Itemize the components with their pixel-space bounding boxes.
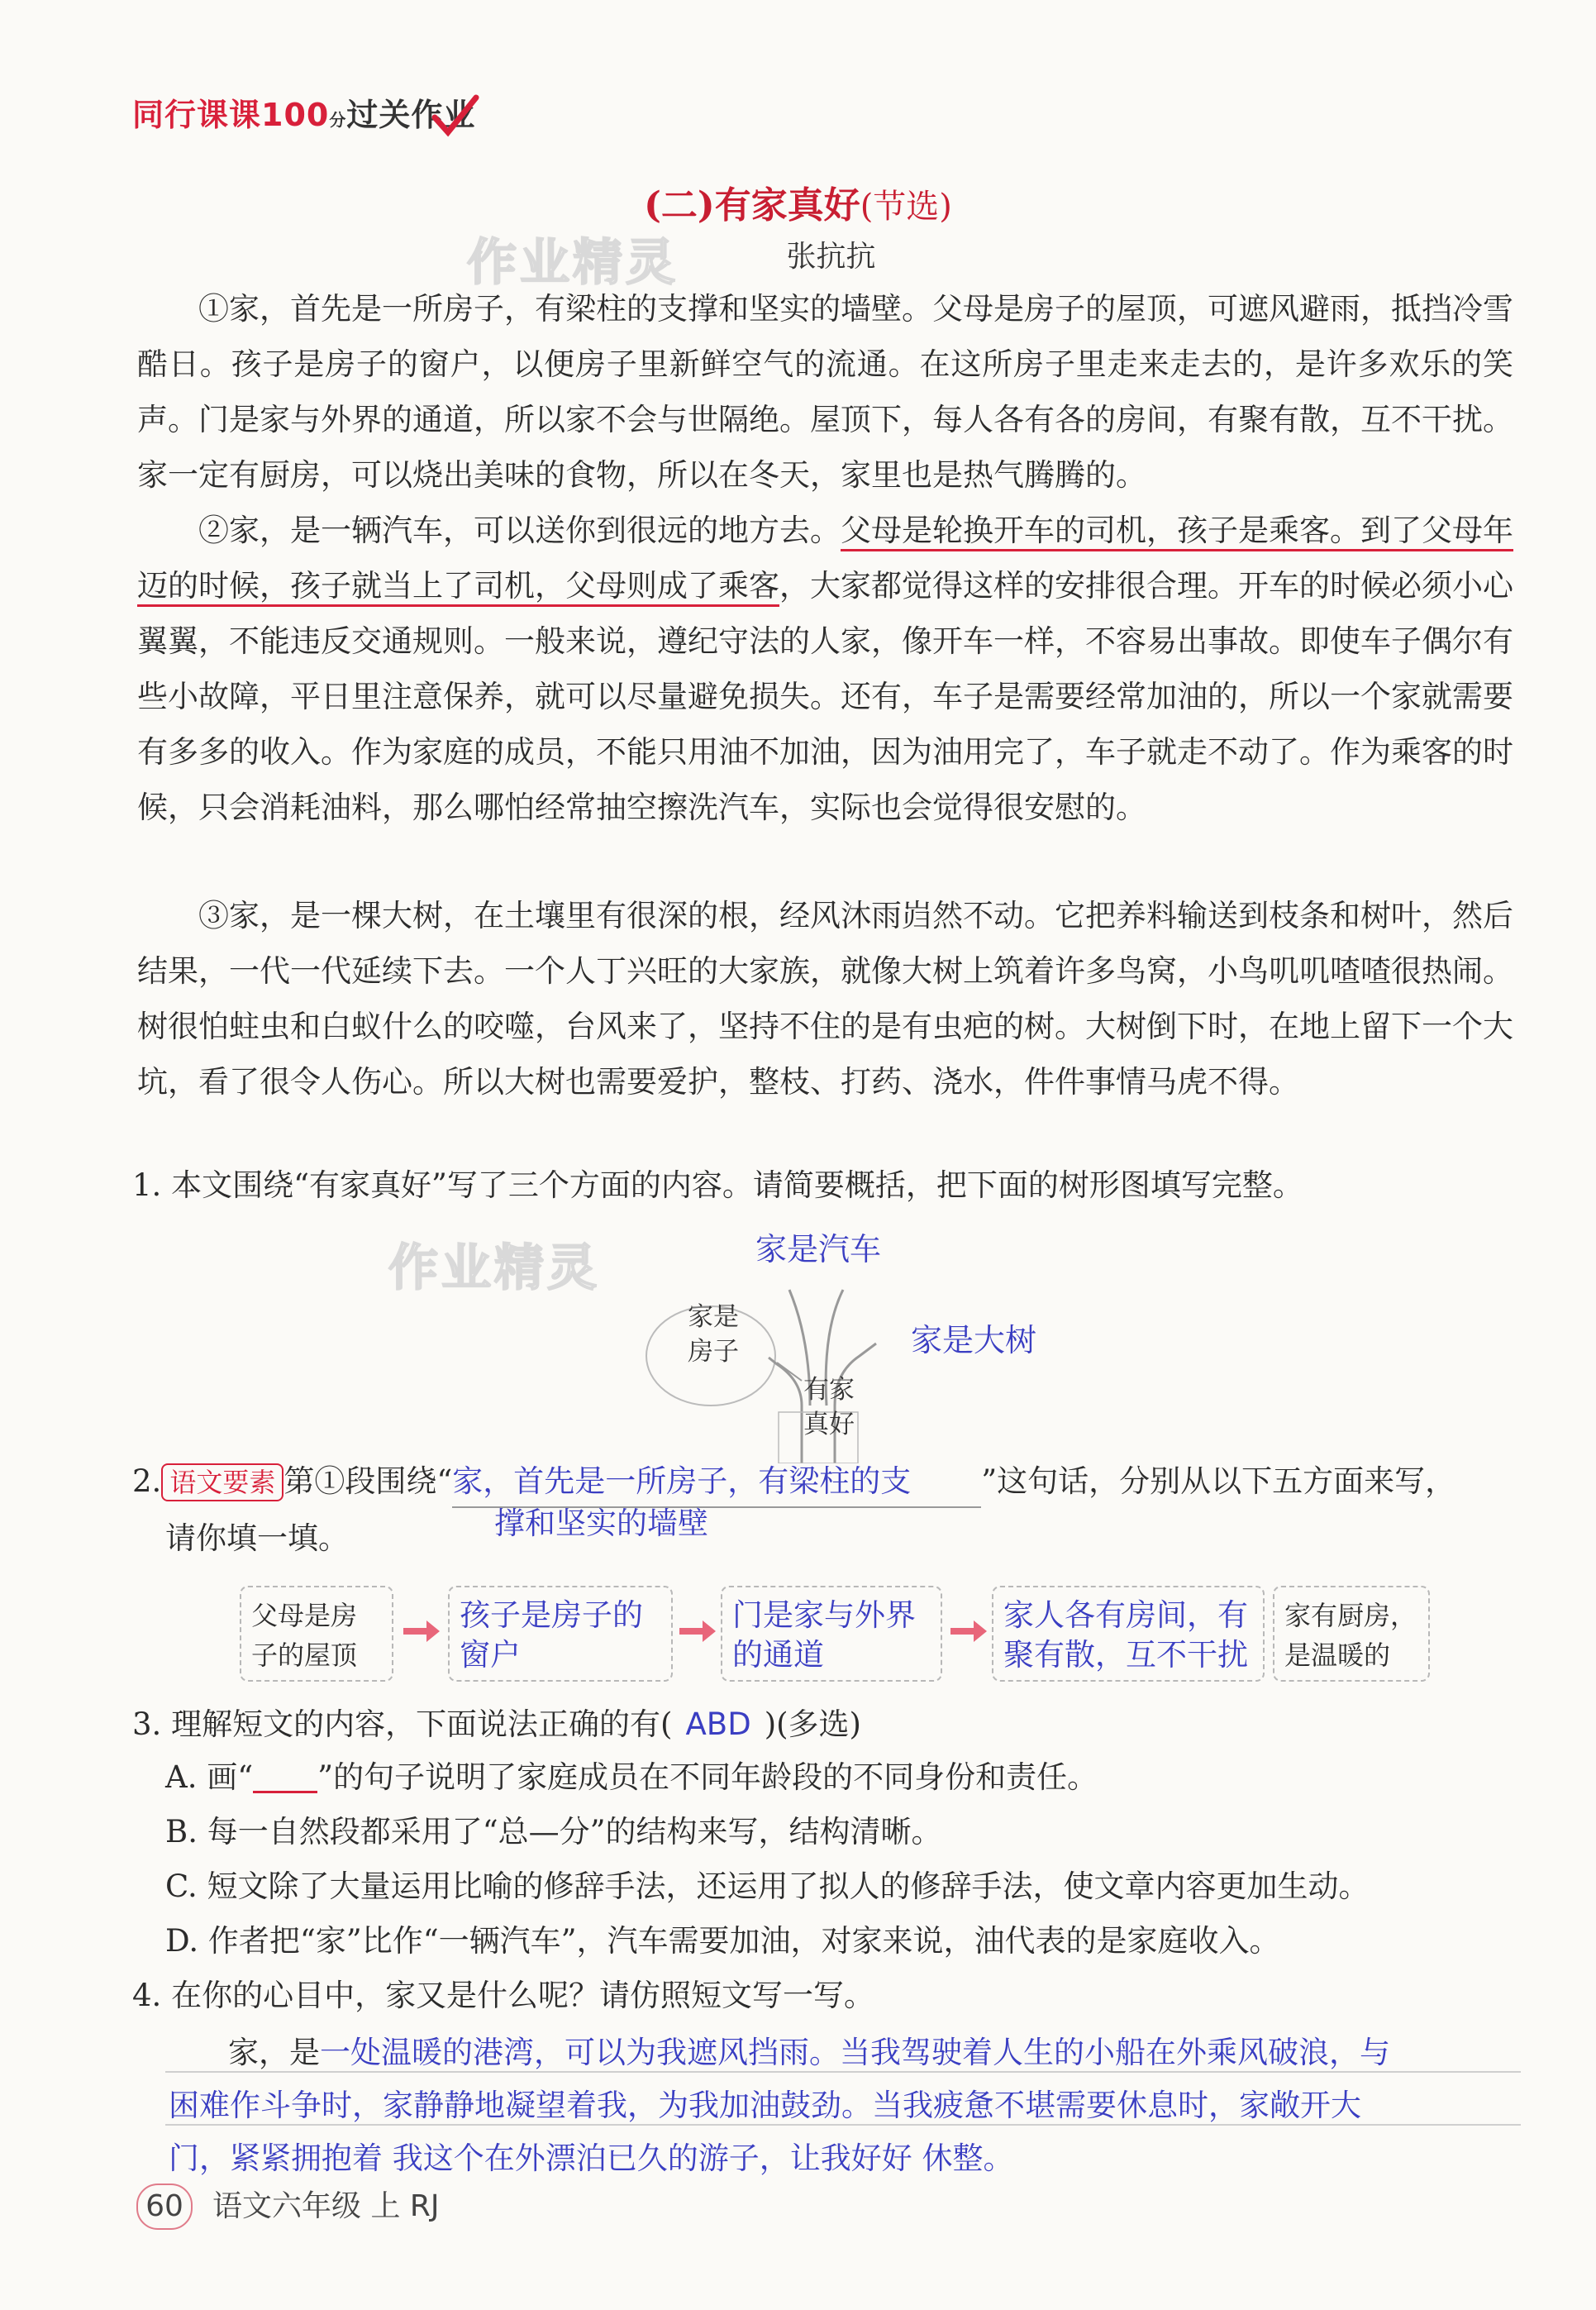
option-d: D. 作者把“家”比作“一辆汽车”，汽车需要加油，对家来说，油代表的是家庭收入。 xyxy=(165,1923,1280,1959)
tree-trunk-node: 有家 真好 xyxy=(803,1375,855,1439)
flow-box-2: 孩子是房子的 窗户 xyxy=(448,1586,673,1682)
tree-top-answer: 家是汽车 xyxy=(755,1231,882,1267)
tree-right-answer: 家是大树 xyxy=(911,1322,1037,1358)
paragraph-1: ①家，首先是一所房子，有梁柱的支撑和坚实的墙壁。父母是房子的屋顶，可遮风避雨，抵挡冷雪酷日。孩子是房子的窗户，以便房子里新鲜空气的流通。在这所房子里走来走去的，是许多欢乐的笑声。门是家与外界的通道，所以家不会与世隔绝。屋顶下，每人各有各的房间，有聚有散，互不干扰。家一定有厨房，可以烧出美味的食物，所以在冬天，家里也是热气腾腾的。 xyxy=(137,291,1513,493)
option-a: A. 画“ ”的句子说明了家庭成员在不同年龄段的不同身份和责任。 xyxy=(165,1759,1098,1795)
flow-box-4: 家人各有房间，有 聚有散，互不干扰 xyxy=(992,1586,1265,1682)
brand-header xyxy=(132,89,475,135)
q4-line2: 困难作斗争时，家静静地凝望着我，为我加油鼓劲。当我疲惫不堪需要休息时，家敞开大 xyxy=(169,2088,1361,2123)
book-label: 语文六年级 上 RJ xyxy=(212,2189,440,2223)
option-b: B. 每一自然段都采用了“总—分”的结构来写，结构清晰。 xyxy=(165,1814,942,1849)
red-underlined-sentence: 父母是轮换开车的司机，孩子是乘客。到了父母年迈的时候，孩子就当上了司机，父母则成了乘客 xyxy=(137,513,1513,604)
option-c: C. 短文除了大量运用比喻的修辞手法，还运用了拟人的修辞手法，使文章内容更加生动。 xyxy=(165,1869,1370,1904)
arrow-icon xyxy=(950,1620,987,1642)
badge-yuwen: 语文要素 xyxy=(161,1463,283,1501)
q4-line3: 门，紧紧拥抱着 我这个在外漂泊已久的游子，让我好好 休整。 xyxy=(169,2141,1014,2176)
q3-answer: ABD xyxy=(685,1706,751,1742)
footer xyxy=(136,2183,440,2230)
question-1: 1. 本文围绕“有家真好”写了三个方面的内容。请简要概括，把下面的树形图填写完整。 xyxy=(132,1167,1303,1203)
brand-red: 同行课课100 xyxy=(132,97,330,133)
question-4: 4. 在你的心目中，家又是什么呢？请仿照短文写一写。 xyxy=(132,1978,875,2013)
watermark-2: 作业精灵 xyxy=(388,1239,600,1297)
brand-dark: 过关作业 xyxy=(346,97,476,133)
q2-answer: 家，首先是一所房子，有梁柱的支 xyxy=(452,1457,981,1508)
q2-tail: 请你填一填。 xyxy=(165,1520,349,1556)
answer-line xyxy=(165,2071,1521,2073)
q4-lead: 家，是一处温暖的港湾，可以为我遮风挡雨。当我驾驶着人生的小船在外乘风破浪，与 xyxy=(228,2035,1390,2070)
tree-left-node: 家是 房子 xyxy=(688,1302,739,1367)
flow-box-1: 父母是房 子的屋顶 xyxy=(240,1586,393,1682)
brand-small: 分 xyxy=(329,110,347,130)
watermark: 作业精灵 xyxy=(467,234,679,292)
paragraph-2: ②家，是一辆汽车，可以送你到很远的地方去。父母是轮换开车的司机，孩子是乘客。到了父母年迈的时候，孩子就当上了司机，父母则成了乘客，大家都觉得这样的安排很合理。开车的时候必须小心翼翼，不能违反交通规则。一般来说，遵纪守法的人家，像开车一样，不容易出事故。即使车子偶尔有些小故障，平日里注意保养，就可以尽量避免损失。还有，车子是需要经常加油的，所以一个家就需要有多多的收入。作为家庭的成员，不能只用油不加油，因为油用完了，车子就走不动了。作为乘客的时候，只会消耗油料，那么哪怕经常抽空擦洗汽车，实际也会觉得很安慰的。 xyxy=(137,513,1513,825)
paragraph-3: ③家，是一棵大树，在土壤里有很深的根，经风沐雨岿然不动。它把养料输送到枝条和树叶，然后结果，一代一代延续下去。一个人丁兴旺的大家族，就像大树上筑着许多鸟窝，小鸟叽叽喳喳很热闹。树很怕蛀虫和白蚁什么的咬噬，台风来了，坚持不住的是有虫疤的树。大树倒下时，在地上留下一个大坑，看了很令人伤心。所以大树也需要爱护，整枝、打药、浇水，件件事情马虎不得。 xyxy=(137,898,1513,1100)
question-3: 3. 理解短文的内容，下面说法正确的有( ABD )(多选) xyxy=(132,1706,861,1742)
flow-box-3: 门是家与外界 的通道 xyxy=(721,1586,942,1682)
arrow-icon xyxy=(679,1620,716,1642)
red-underline-sample xyxy=(253,1766,317,1793)
question-2: 2. 语文要素 第①段围绕“家，首先是一所房子，有梁柱的支 ”这句话，分别从以下五方面来写， xyxy=(132,1457,1537,1508)
q2-answer-line2: 撑和坚实的墙壁 xyxy=(494,1506,708,1541)
flow-box-5: 家有厨房， 是温暖的 xyxy=(1273,1586,1430,1682)
page-number: 60 xyxy=(136,2184,193,2230)
answer-line xyxy=(165,2124,1521,2126)
check-icon xyxy=(430,93,479,142)
author: 张抗抗 xyxy=(786,240,876,274)
arrow-icon xyxy=(403,1620,440,1642)
passage-title: (二)有家真好(节选) xyxy=(644,184,952,227)
